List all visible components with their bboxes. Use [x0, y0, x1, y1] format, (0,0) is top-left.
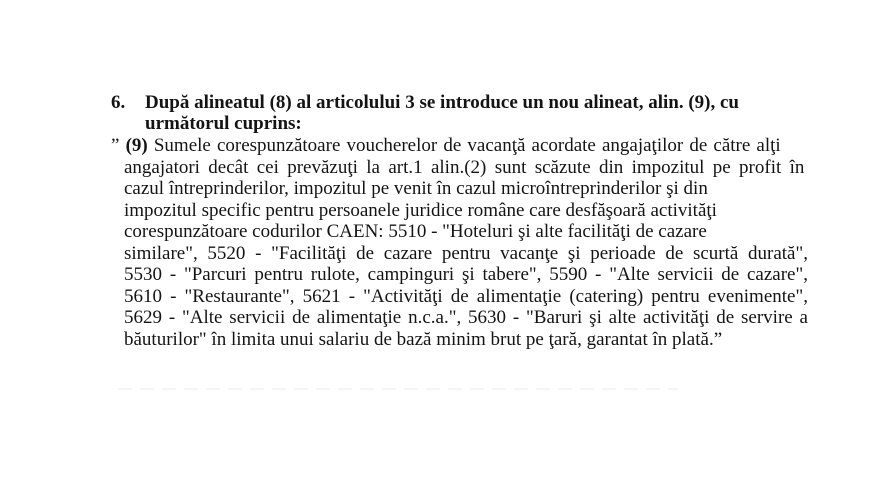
text-line-7: 5530 - "Parcuri pentru rulote, campinguri şi tabere", 5590 - "Alte servicii de cazare",	[124, 264, 808, 285]
text-line-1-content: Sumele corespunzătoare voucherelor de vacanţă acordate angajaţilor de către alţi	[153, 135, 781, 156]
text-line-4: impozitul specific pentru persoanele juridice române care desfăşoară activităţi	[124, 199, 717, 221]
section-number: 6.	[111, 92, 126, 113]
text-line-10: băuturilor" în limita unui salariu de bază minim brut pe ţară, garantat în plată.”	[124, 328, 723, 350]
paragraph-label: (9)	[125, 135, 148, 156]
section-heading-line-1: După alineatul (8) al articolului 3 se introduce un nou alineat, alin. (9), cu	[145, 92, 739, 113]
scan-artifact-line	[118, 388, 678, 390]
text-line-3: cazul întreprinderilor, impozitul pe venit în cazul microîntreprinderilor şi din	[124, 178, 708, 199]
text-line-9: 5629 - "Alte servicii de alimentaţie n.c.a.", 5630 - "Baruri şi alte activităţi de servire a	[124, 307, 808, 328]
section-heading-line-2: următorul cuprins:	[145, 113, 302, 134]
text-line-5: corespunzătoare codurilor CAEN: 5510 - "Hoteluri şi alte facilităţi de cazare	[124, 221, 707, 242]
text-line-1	[111, 135, 781, 157]
text-line-6: similare", 5520 - "Facilităţi de cazare pentru vacanţe şi perioade de scurtă durată",	[124, 242, 808, 264]
opening-quote: ”	[111, 135, 120, 156]
text-line-2: angajatori decât cei prevăzuţi la art.1 alin.(2) sunt scăzute din impozitul pe profit în	[124, 156, 805, 178]
text-line-8: 5610 - "Restaurante", 5621 - "Activităţi de alimentaţie (catering) pentru evenimente",	[124, 285, 808, 307]
